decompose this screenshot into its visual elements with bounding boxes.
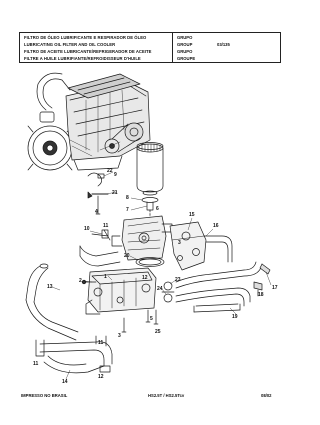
callout-2: 2 bbox=[79, 278, 82, 284]
oil-cooler-head bbox=[112, 216, 172, 260]
callout-9: 9 bbox=[114, 172, 117, 178]
group-label-pt: GRUPO bbox=[177, 35, 193, 40]
callout-11: 11 bbox=[103, 223, 109, 229]
oil-pipes bbox=[176, 262, 262, 312]
callout-5: 5 bbox=[150, 316, 153, 322]
callout-10: 10 bbox=[84, 226, 90, 232]
callout-19: 19 bbox=[232, 314, 238, 320]
oil-filter bbox=[137, 143, 163, 196]
footer-date: 08/02 bbox=[261, 393, 272, 398]
coolant-hose bbox=[26, 264, 78, 340]
title-fr: FILTRE A HUILE LUBRIFIANTE/REFROIDISSEUR D'HUILE bbox=[24, 56, 141, 61]
callout-14: 14 bbox=[62, 379, 68, 385]
title-es: FILTRO DE ACEITE LUBRICANTE/REFRIGERADOR DE ACEITE bbox=[24, 49, 152, 54]
callout-13: 13 bbox=[47, 284, 53, 290]
callout-4: 4 bbox=[95, 209, 98, 215]
callout-17: 17 bbox=[272, 285, 278, 291]
callout-3b: 3 bbox=[118, 333, 121, 339]
engine-illustration bbox=[28, 73, 150, 170]
callout-7: 7 bbox=[126, 207, 129, 213]
footer-model: HS2.5T / HS2.5Tcv bbox=[148, 393, 185, 398]
callout-21: 21 bbox=[112, 190, 118, 196]
callout-24: 24 bbox=[157, 286, 163, 292]
callout-23: 23 bbox=[175, 277, 181, 283]
callout-15: 15 bbox=[189, 212, 195, 218]
callout-12: 12 bbox=[142, 275, 148, 281]
callout-11c: 11 bbox=[33, 361, 39, 367]
mounting-bracket bbox=[170, 222, 206, 270]
callout-6: 6 bbox=[156, 206, 159, 212]
callout-1: 1 bbox=[104, 274, 107, 280]
footer-print-note: IMPRESSO NO BRASIL bbox=[21, 393, 68, 398]
callout-25: 25 bbox=[155, 329, 161, 335]
callout-12b: 12 bbox=[98, 374, 104, 380]
callout-18: 18 bbox=[258, 292, 264, 298]
title-en: LUBRICATING OIL FILTER AND OIL COOLER bbox=[24, 42, 116, 47]
hose-clamp bbox=[88, 173, 104, 186]
callout-22: 22 bbox=[107, 168, 113, 174]
group-label-en: GROUP bbox=[177, 42, 193, 47]
callout-11b: 11 bbox=[98, 340, 104, 346]
group-label-fr: GROUPE bbox=[177, 56, 196, 61]
callout-3: 3 bbox=[178, 240, 181, 246]
callout-16: 16 bbox=[213, 223, 219, 229]
group-label-es: GRUPO bbox=[177, 49, 193, 54]
group-value: 03/135 bbox=[217, 42, 230, 47]
title-pt: FILTRO DE ÓLEO LUBRIFICANTE E RESPIRADOR DE ÓLEO bbox=[24, 35, 147, 40]
callout-8: 8 bbox=[126, 195, 129, 201]
callout-20: 20 bbox=[124, 253, 130, 259]
